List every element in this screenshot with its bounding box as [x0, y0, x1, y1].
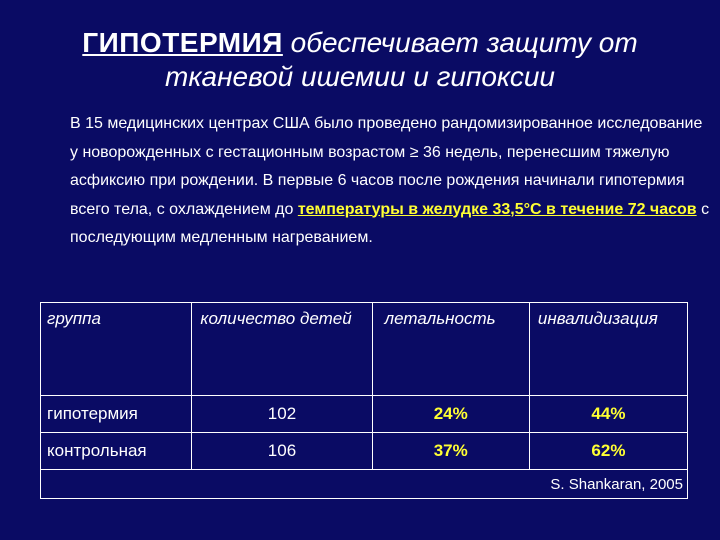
row-group: гипотермия: [41, 396, 192, 433]
slide-title: [0, 26, 720, 94]
title-keyword: ГИПОТЕРМИЯ: [82, 27, 283, 58]
table-row: [41, 396, 688, 433]
source-citation: S. Shankaran, 2005: [41, 470, 688, 499]
row-mortality: 37%: [372, 433, 529, 470]
header-count: количество детей: [192, 303, 372, 396]
results-table: [40, 302, 688, 499]
row-count: 102: [192, 396, 372, 433]
row-disability: 62%: [529, 433, 687, 470]
title-rest: обеспечивает защиту от: [282, 27, 638, 58]
source-row: [41, 470, 688, 499]
header-disability: инвалидизация: [529, 303, 687, 396]
title-line2: тканевой ишемии и гипоксии: [165, 61, 555, 92]
table-row: [41, 433, 688, 470]
header-mortality: летальность: [372, 303, 529, 396]
row-mortality: 24%: [372, 396, 529, 433]
intro-text: В 15 медицинских центрах США было проведено рандомизированное исследование у новорожденных с гестационным возрастом ≥ 36 недель, перенесшим тяжелую асфиксию при рождении. В первые 6 часов после рождения начинали гипотермия всего тела, с охлаждением до: [70, 115, 703, 218]
header-group: группа: [41, 303, 192, 396]
row-disability: 44%: [529, 396, 687, 433]
row-count: 106: [192, 433, 372, 470]
row-group: контрольная: [41, 433, 192, 470]
intro-paragraph: [70, 110, 710, 253]
intro-text-end: с последующим медленным нагреванием.: [70, 200, 710, 246]
intro-highlight: температуры в желудке 33,5°С в течение 72 часов: [297, 200, 697, 218]
table-header-row: [41, 303, 688, 396]
